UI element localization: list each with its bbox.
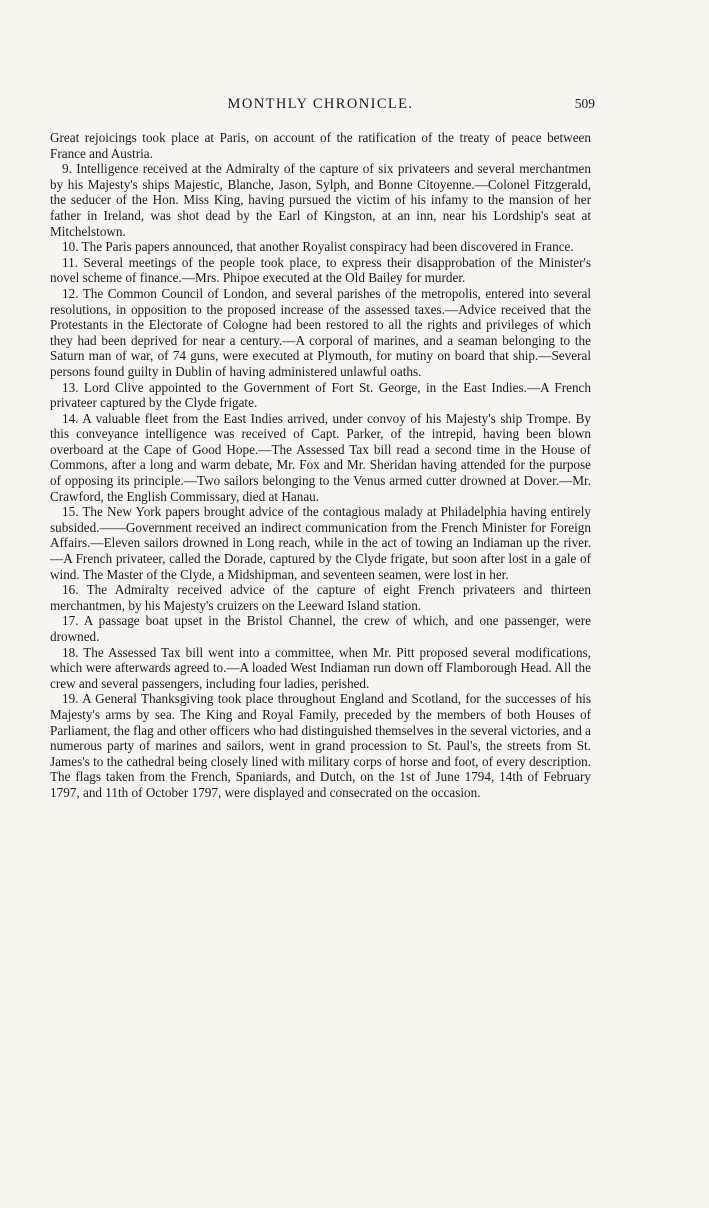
paragraph: 14. A valuable fleet from the East Indies arrived, under convoy of his Majesty's ship Trompe. By this conveyance intelligence was received of Capt. Parker, of the intrepid, having been blown overboard at the Cape of Good Hope.—The Assessed Tax bill read a second time in the House of Commons, after a long and warm debate, Mr. Fox and Mr. Sheridan having attended for the purpose of opposing its principle.—Two sailors belonging to the Venus armed cutter drowned at Dover.—Mr. Crawford, the English Commissary, died at Hanau. [50, 410, 591, 504]
running-head: MONTHLY CHRONICLE. [227, 96, 414, 112]
paragraph: 10. The Paris papers announced, that another Royalist conspiracy had been discovered in France. [62, 239, 574, 255]
paragraph: 16. The Admiralty received advice of the capture of eight French privateers and thirteen merchantmen, by his Majesty's cruizers on the Leeward Island station. [50, 582, 591, 613]
paragraph: Great rejoicings took place at Paris, on account of the ratification of the treaty of peace between France and Austria. [50, 130, 591, 161]
paragraph: 13. Lord Clive appointed to the Government of Fort St. George, in the East Indies.—A French privateer captured by the Clyde frigate. [50, 379, 591, 411]
page-header [50, 96, 595, 118]
paragraph: 9. Intelligence received at the Admiralty of the capture of six privateers and several merchantmen by his Majesty's ships Majestic, Blanche, Jason, Sylph, and Bonne Citoyenne.—Colonel Fitzgerald, the seducer of the Hon. Miss King, having pursued the victim of his infamy to the mansion of her father in Ireland, was shot dead by the Earl of Kingston, at an inn, near his Lordship's seat at Mitchelstown. [50, 161, 591, 239]
paragraph: 18. The Assessed Tax bill went into a committee, when Mr. Pitt proposed several modifications, which were afterwards agreed to.—A loaded West Indiaman run down off Flamborough Head. All the crew and several passengers, including four ladies, perished. [50, 644, 591, 691]
paragraph: 12. The Common Council of London, and several parishes of the metropolis, entered into several resolutions, in opposition to the proposed increase of the assessed taxes.—Advice received that the Protestants in the Electorate of Cologne had been restored to all the rights and privileges of which they had been deprived for near a century.—A corporal of marines, and a seaman belonging to the Saturn man of war, of 74 guns, were executed at Plymouth, for mutiny on board that ship.—Several persons found guilty in Dublin of having administered unlawful oaths. [50, 285, 591, 379]
paragraph: 11. Several meetings of the people took place, to express their disapprobation of the Minister's novel scheme of finance.—Mrs. Phipoe executed at the Old Bailey for murder. [50, 254, 591, 286]
paragraph: 15. The New York papers brought advice of the contagious malady at Philadelphia having entirely subsided.——Government received an indirect communication from the French Minister for Foreign Affairs.—Eleven sailors drowned in Long reach, while in the act of towing an Indiaman up the river.—A French privateer, called the Dorade, captured by the Clyde frigate, but soon after lost in a gale of wind. The Master of the Clyde, a Midshipman, and seventeen seamen, were lost in her. [50, 504, 591, 582]
paragraph: 19. A General Thanksgiving took place throughout England and Scotland, for the successes of his Majesty's arms by sea. The King and Royal Family, preceded by the members of both Houses of Parliament, the flag and other officers who had distinguished themselves in the several victories, and a numerous party of marines and sailors, went in grand procession to St. Paul's, the streets from St. James's to the cathedral being closely lined with military corps of horse and foot, of every description. The flags taken from the French, Spaniards, and Dutch, on the 1st of June 1794, 14th of February 1797, and 11th of October 1797, were displayed and consecrated on the occasion. [50, 691, 591, 800]
paragraph: 17. A passage boat upset in the Bristol Channel, the crew of which, and one passenger, were drowned. [50, 613, 591, 644]
page-number: 509 [574, 96, 595, 111]
chronicle-text [50, 130, 591, 801]
